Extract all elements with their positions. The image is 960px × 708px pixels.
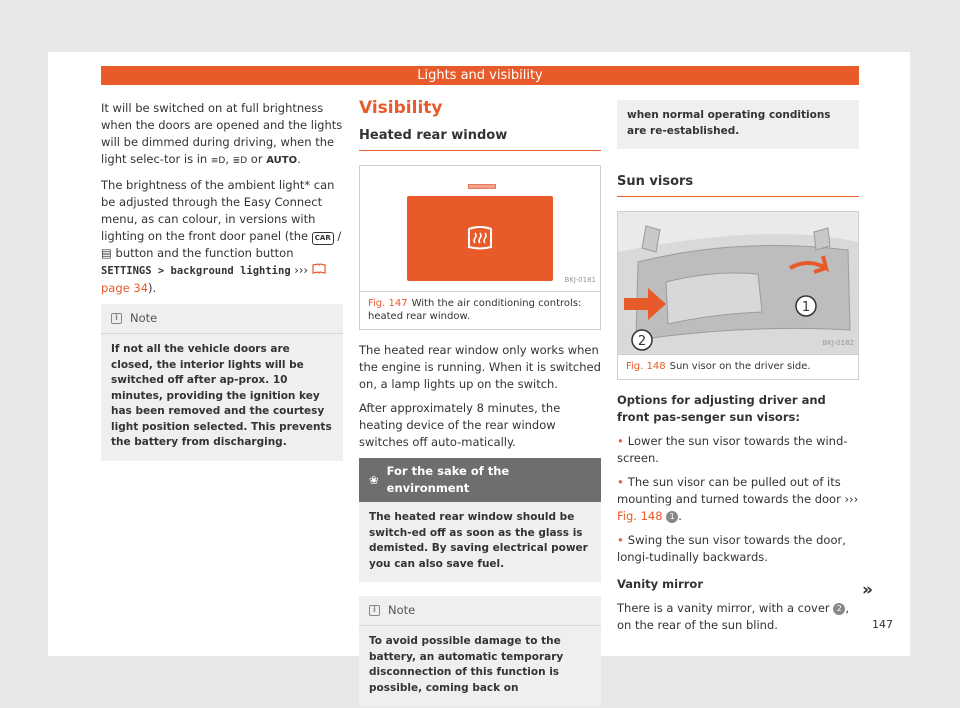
settings-path: SETTINGS > background lighting xyxy=(101,265,291,277)
figure-image xyxy=(618,212,858,354)
info-icon: i xyxy=(111,313,122,324)
figure-label: Fig. 147 xyxy=(368,298,408,309)
note-text: To avoid possible damage to the battery, an automatic temporary disconnection of this function is possible, coming back on xyxy=(369,635,564,694)
note-continued xyxy=(617,100,859,149)
note-header xyxy=(359,596,601,626)
page-number: 147 xyxy=(872,618,893,631)
environment-title: For the sake of the environment xyxy=(386,464,510,495)
options-title: Options for adjusting driver and front pas-senger sun visors: xyxy=(617,393,826,424)
note-title: Note xyxy=(388,603,416,617)
figure-147 xyxy=(359,165,601,330)
continue-indicator: » xyxy=(862,580,873,600)
text: or xyxy=(247,152,267,166)
figure-image xyxy=(360,166,600,291)
subheading: Heated rear window xyxy=(359,127,601,151)
figure-label: Fig. 148 xyxy=(626,361,666,372)
lowbeam-icon: ≡D xyxy=(210,156,226,166)
figure-caption xyxy=(618,354,858,379)
auto-label: AUTO xyxy=(266,155,298,166)
paragraph: After approximately 8 minutes, the heating device of the rear window switches off auto-matically. xyxy=(359,401,561,449)
vanity-mirror-text xyxy=(617,600,859,634)
callout-badge: 2 xyxy=(833,603,845,615)
bullet-item xyxy=(617,433,859,467)
sun-visor-illustration xyxy=(618,212,858,354)
note-text: If not all the vehicle doors are closed, the interior lights will be switched off after ap-prox. 10 minutes, providing the ignition key has been removed and the courtesy light position selected. This prevents the battery from discharging. xyxy=(111,343,332,448)
caption-text: Sun visor on the driver side. xyxy=(669,361,811,372)
callout-badge: 1 xyxy=(666,511,678,523)
note-box xyxy=(101,304,343,461)
text: ››› xyxy=(290,263,312,277)
figure-148 xyxy=(617,211,859,380)
indicator-lamp xyxy=(468,184,496,189)
paragraph-ambient xyxy=(101,177,343,297)
note-header xyxy=(101,304,343,334)
text: There is a vanity mirror, with a cover xyxy=(617,601,834,615)
note-box xyxy=(359,596,601,706)
text: / xyxy=(333,229,342,243)
environment-text: The heated rear window should be switch-ed off as soon as the glass is demisted. By saving electrical power you can also save fuel. xyxy=(369,511,588,570)
text: The brightness of the ambient light* can be adjusted through the Easy Connect menu, as can colour, in versions with lighting on the front door panel (the xyxy=(101,178,335,243)
column-3 xyxy=(617,100,859,641)
vanity-mirror-title: Vanity mirror xyxy=(617,577,703,591)
svg-text:1: 1 xyxy=(801,300,811,315)
sidelight-icon: ≣D xyxy=(232,156,248,166)
bullet-icon: • xyxy=(617,533,624,547)
section-heading: Visibility xyxy=(359,98,443,118)
bullet-item xyxy=(617,532,859,566)
column-1 xyxy=(101,100,343,461)
bullet-text: Swing the sun visor towards the door, longi-tudinally backwards. xyxy=(617,533,846,564)
leaf-icon: ❀ xyxy=(369,472,379,487)
environment-box xyxy=(359,458,601,582)
info-icon: i xyxy=(369,605,380,616)
text: , on the rear of the sun blind. xyxy=(617,601,849,632)
text: . xyxy=(297,152,301,166)
text: ). xyxy=(148,281,157,295)
paragraph: The heated rear window only works when the engine is running. When it is switched on, a lamp lights up on the switch. xyxy=(359,343,601,391)
bullet-icon: • xyxy=(617,475,624,489)
note-title: Note xyxy=(130,311,158,325)
environment-header xyxy=(359,458,601,502)
bullet-icon: • xyxy=(617,434,624,448)
column-2 xyxy=(359,100,601,706)
bullet-item xyxy=(617,474,859,525)
figure-code: BKJ-0181 xyxy=(564,276,596,284)
car-button-icon: CAR xyxy=(312,232,334,245)
figure-link[interactable]: Fig. 148 xyxy=(617,509,663,523)
rear-defrost-icon xyxy=(466,226,494,250)
paragraph-brightness xyxy=(101,100,343,170)
svg-text:2: 2 xyxy=(637,334,647,349)
book-icon xyxy=(312,263,326,277)
bullet-text: Lower the sun visor towards the wind-screen. xyxy=(617,434,848,465)
text: . xyxy=(678,509,682,523)
text: button and the function button xyxy=(111,246,294,260)
menu-icon: ▤ xyxy=(101,246,112,260)
page-link[interactable]: page 34 xyxy=(101,281,149,295)
subheading: Sun visors xyxy=(617,173,859,197)
figure-code: BKJ-0182 xyxy=(822,339,854,347)
caption-text: With the air conditioning controls: heated rear window. xyxy=(368,298,582,322)
text: , xyxy=(225,152,233,166)
bullet-text: The sun visor can be pulled out of its mounting and turned towards the door ››› xyxy=(617,475,859,506)
section-header: Lights and visibility xyxy=(101,66,859,85)
note-text: when normal operating conditions are re-established. xyxy=(627,109,831,137)
figure-caption xyxy=(360,291,600,329)
text: It will be switched on at full brightness when the doors are opened and the lights will be dimmed during driving, when the light selec-tor is in xyxy=(101,101,343,166)
